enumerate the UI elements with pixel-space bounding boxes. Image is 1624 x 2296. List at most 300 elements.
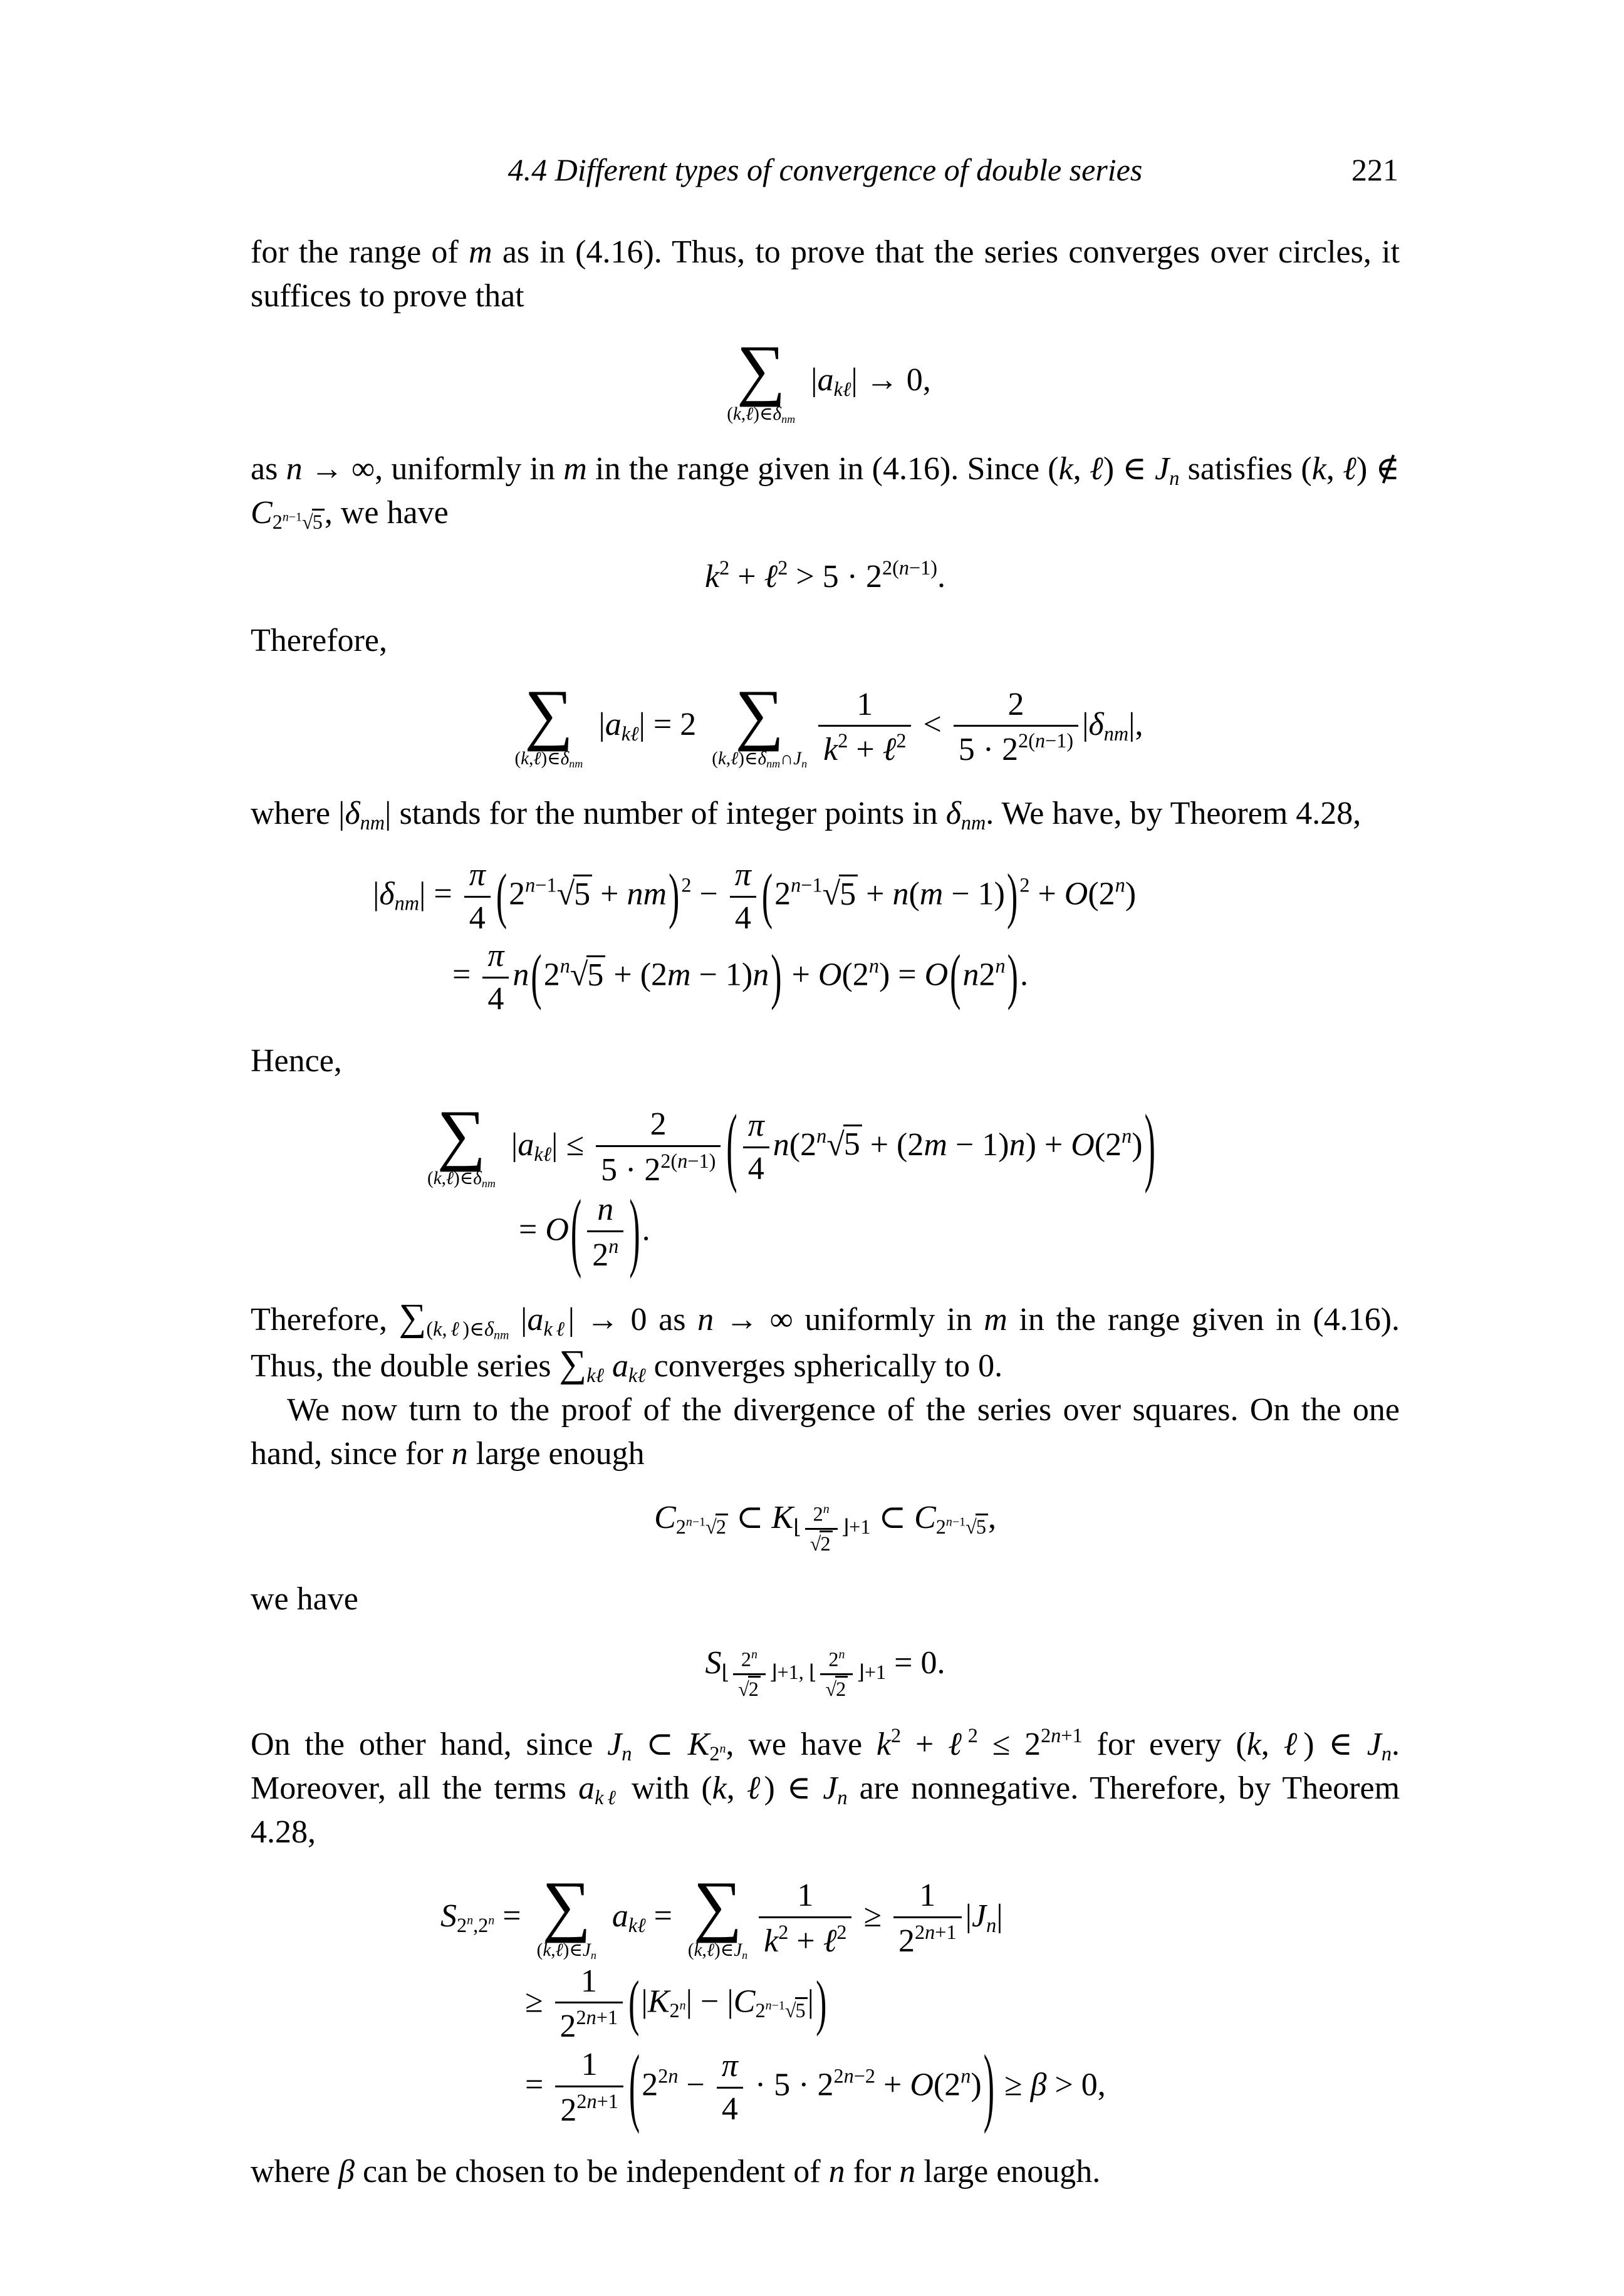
text-run: +: [783, 957, 818, 993]
text-run: 2: [272, 510, 283, 533]
radicand: [976, 1514, 988, 1538]
text-run: (: [908, 876, 920, 912]
math-fraction: [555, 1965, 623, 2044]
text-run: |: [1082, 707, 1089, 743]
math-fraction: [587, 1193, 623, 1272]
math-subscript: [670, 1999, 686, 2022]
math-sqrt: [823, 875, 858, 912]
paragraph-6: [251, 1296, 1400, 1388]
text-run: ): [1132, 1126, 1143, 1163]
text-run: δ: [945, 796, 961, 832]
text-run: 2(: [1018, 729, 1035, 752]
text-run: k: [543, 1940, 551, 1960]
radical-sign: √: [556, 876, 574, 912]
text-run: | − |: [685, 1983, 734, 2020]
text-run: ) +: [1025, 1126, 1071, 1163]
fraction-numerator: [792, 1879, 818, 1916]
text-run: −1): [687, 1149, 716, 1172]
radicand: [820, 1530, 832, 1555]
text-run: 2: [719, 556, 730, 579]
text-run: n: [1009, 1126, 1026, 1163]
text-run: (2: [933, 2067, 961, 2103]
text-run: C: [654, 1499, 676, 1535]
sum-limits: [712, 750, 807, 769]
text-run: 5: [312, 510, 323, 533]
fraction-denominator: [820, 1673, 853, 1700]
text-run: )∈: [462, 1317, 484, 1340]
text-run: 2: [675, 1515, 686, 1538]
sum-limits: [537, 1941, 596, 1961]
text-run: [604, 1898, 612, 1934]
math-sqrt: [785, 1997, 808, 2022]
text-run: 5: [976, 1515, 986, 1538]
math-superscript: [838, 1648, 845, 1661]
text-run: n: [451, 1435, 468, 1472]
paragraph-3: [251, 619, 1400, 663]
math-fraction: [759, 1879, 851, 1958]
math-subscript: [586, 1364, 604, 1386]
text-run: n: [868, 954, 879, 977]
text-run: Therefore,: [251, 1301, 399, 1338]
text-run: +: [1029, 876, 1064, 912]
text-run: ℓ: [1089, 450, 1103, 487]
text-run: k: [876, 1726, 892, 1762]
text-run: > 5 · 2: [788, 558, 882, 595]
math-subscript: [709, 1742, 726, 1765]
text-run: . Moreover, all the terms: [251, 1726, 1400, 1806]
text-run: ,: [1073, 450, 1090, 487]
text-run: 1: [797, 1878, 814, 1914]
text-run: 2: [838, 729, 848, 752]
text-run: are nonnegative. Therefore, by Theorem 4.28,: [251, 1770, 1400, 1850]
text-run: |: [502, 1126, 518, 1163]
fraction-denominator: [954, 725, 1078, 767]
text-run: J: [734, 1940, 742, 1960]
big-parenthesis: ): [816, 1970, 827, 2038]
text-run: 5: [840, 876, 856, 912]
fraction-denominator: [743, 1146, 769, 1187]
text-run: n: [899, 2154, 916, 2190]
math-fraction: [805, 1503, 838, 1555]
math-superscript: [467, 1913, 473, 1927]
text-run: (: [789, 1126, 801, 1163]
text-run: ≥: [855, 1898, 890, 1934]
math-superscript: [946, 1515, 966, 1529]
text-run: kℓ: [628, 1913, 646, 1936]
text-run: )∈: [563, 1940, 583, 1960]
text-run: ℓ: [746, 403, 754, 424]
text-run: (2: [1094, 1126, 1122, 1163]
section-title: 4.4 Different types of convergence of double series: [508, 152, 1143, 187]
text-run: 2: [898, 1923, 915, 1959]
math-subscript: [986, 1914, 996, 1936]
text-run: ) =: [878, 957, 925, 993]
math-subscript: [457, 1914, 494, 1936]
math-superscript: [1018, 729, 1073, 752]
text-run: S: [705, 1644, 722, 1681]
equation-4-line-1: [373, 858, 1400, 935]
text-run: ℓ: [764, 558, 778, 595]
text-run: δ: [1088, 707, 1104, 743]
math-subscript: [1169, 467, 1179, 489]
math-superscript: [1019, 874, 1029, 896]
math-superscript: [816, 1124, 826, 1146]
text-run: δ: [379, 876, 395, 912]
math-subscript: [622, 1742, 632, 1765]
text-run: we have: [251, 1581, 358, 1617]
text-run: k: [704, 558, 720, 595]
math-sum: [687, 1867, 748, 1961]
big-parenthesis: (: [496, 862, 508, 930]
text-run: )∈: [738, 749, 758, 769]
text-run: +: [592, 876, 627, 912]
text-run: n: [816, 1124, 827, 1147]
text-run: n: [679, 1999, 686, 2013]
sum-limits: [514, 750, 583, 769]
text-run: 2: [800, 1126, 817, 1163]
text-run: −1): [908, 556, 937, 579]
math-superscript: [1115, 874, 1125, 896]
text-run: 1: [856, 686, 873, 722]
math-fraction: [482, 939, 509, 1016]
text-run: n: [752, 957, 769, 993]
fraction-denominator: [587, 1230, 623, 1273]
text-run: Therefore,: [251, 623, 387, 659]
text-run: − 1): [943, 876, 1006, 912]
equation-8-line-1: [440, 1867, 1400, 1961]
equation-6-line: [251, 1499, 1400, 1555]
text-run: 2: [560, 2008, 576, 2045]
text-run: ⌊: [721, 1660, 730, 1683]
text-run: 5: [843, 1126, 860, 1163]
text-run: −1: [535, 873, 557, 896]
math-subscript: [676, 1515, 728, 1538]
text-run: −1: [771, 1999, 785, 2013]
math-subscript: [837, 1786, 847, 1809]
text-run: |: [641, 1983, 648, 2020]
math-superscript: [658, 2065, 678, 2087]
math-fraction: [820, 1648, 853, 1700]
text-run: 4: [734, 900, 751, 936]
math-subscript: [801, 757, 807, 770]
text-run: −2: [853, 2064, 876, 2087]
text-run: nm: [493, 1328, 509, 1343]
math-sqrt: [738, 1676, 761, 1700]
math-sqrt: [302, 509, 325, 533]
text-run: O: [1071, 1126, 1095, 1163]
text-run: ∑: [398, 1296, 427, 1339]
text-run: n: [525, 873, 536, 896]
text-run: 5 · 2: [958, 732, 1019, 768]
text-run: kℓ: [628, 1363, 646, 1386]
radical-sign: √: [738, 1678, 748, 1701]
text-run: J: [793, 749, 802, 769]
text-run: 2: [967, 1723, 978, 1747]
math-sum: [536, 1867, 596, 1961]
math-subscript: [482, 1177, 496, 1190]
text-run: n: [962, 957, 979, 993]
big-parenthesis: (: [570, 1183, 582, 1280]
equation-7: [251, 1644, 1400, 1700]
text-run: ⌋+1: [841, 1515, 871, 1538]
text-run: n: [586, 2089, 597, 2112]
text-run: n: [597, 1192, 614, 1228]
text-run: + (2: [605, 957, 668, 993]
fraction-numerator: [717, 2049, 743, 2087]
text-run: +1: [935, 1920, 957, 1943]
text-run: ⌊: [793, 1515, 801, 1538]
text-run: 2: [709, 1742, 720, 1765]
radical-sign: √: [705, 1515, 716, 1538]
paragraph-4: [251, 792, 1400, 836]
fraction-denominator: [555, 2002, 623, 2044]
paragraph-9: [251, 1723, 1400, 1854]
equation-8-line-3: [525, 2039, 1400, 2136]
text-run: δ: [345, 796, 360, 832]
text-run: ℓ: [1283, 1726, 1304, 1762]
math-superscript: [836, 1921, 846, 1943]
radicand: [573, 875, 592, 912]
text-run: (: [427, 1168, 434, 1189]
big-parenthesis: (: [950, 943, 961, 1012]
text-run: in the range given in (4.16). Since (: [586, 450, 1059, 487]
math-superscript: [719, 556, 729, 579]
text-run: > 0,: [1046, 2067, 1106, 2103]
text-run: n: [622, 1742, 632, 1765]
text-run: | → 0 as: [568, 1301, 698, 1338]
text-run: (: [514, 749, 521, 769]
text-run: m: [667, 957, 691, 993]
text-run: n: [945, 1515, 952, 1529]
text-run: K: [687, 1726, 710, 1762]
math-superscript: [778, 556, 788, 579]
text-run: +: [858, 876, 893, 912]
math-sqrt: [705, 1514, 728, 1538]
text-run: 2: [642, 2067, 658, 2103]
text-run: k: [1058, 450, 1073, 487]
math-superscript: [968, 1724, 978, 1747]
text-run: −1: [288, 510, 303, 524]
text-run: 2: [828, 1648, 839, 1671]
text-run: +1: [1061, 1723, 1083, 1747]
math-subscript: [595, 1786, 620, 1809]
equation-4: [251, 858, 1400, 1016]
text-run: J: [1155, 450, 1170, 487]
text-run: with (: [619, 1770, 712, 1806]
text-run: kℓ: [833, 377, 851, 400]
text-run: − 1): [690, 957, 753, 993]
text-run: 2: [592, 1237, 609, 1274]
text-run: ,: [726, 749, 731, 769]
text-run: n: [828, 2154, 845, 2190]
text-run: · 5 · 2: [746, 2067, 834, 2103]
text-run: 2: [560, 2092, 577, 2128]
text-run: + (2: [861, 1126, 924, 1163]
text-run: ℓ: [706, 1940, 714, 1960]
text-run: K: [771, 1499, 794, 1535]
text-run: |: [509, 1301, 528, 1338]
text-run: kℓ: [595, 1785, 620, 1809]
sum-limits: [427, 1170, 496, 1189]
fraction-numerator: [592, 1193, 618, 1230]
math-superscript: [1041, 1724, 1083, 1747]
text-run: k: [823, 732, 838, 768]
fraction-denominator: [596, 1145, 721, 1188]
text-run: 2: [576, 2089, 587, 2112]
paragraph-2: [251, 447, 1400, 535]
fraction-denominator: [717, 2087, 743, 2127]
text-run: ℓ: [823, 1923, 837, 1959]
text-run: n: [608, 1235, 619, 1258]
text-run: n: [823, 1502, 830, 1516]
text-run: 2: [836, 1678, 846, 1701]
text-run: 2: [681, 873, 692, 896]
sum-limits: [727, 405, 795, 425]
text-run: = 0.: [886, 1644, 945, 1681]
text-run: (: [536, 1940, 543, 1960]
text-run: n: [837, 1785, 848, 1809]
text-run: ℓ: [1343, 450, 1356, 487]
text-run: ⌊: [808, 1660, 817, 1683]
math-subscript: [395, 892, 419, 915]
math-superscript: [896, 729, 906, 752]
text-run: |: [965, 1898, 972, 1934]
radicand: [795, 1997, 808, 2022]
fraction-numerator: [851, 688, 878, 725]
math-superscript: [720, 1742, 726, 1756]
sum-limits: [688, 1941, 747, 1961]
text-run: as in (4.16). Thus, to prove that the series converges over circles, it suffices to prove that: [251, 234, 1400, 314]
text-run: a: [817, 361, 834, 398]
equation-2-line: [251, 558, 1400, 596]
math-superscript: [576, 2006, 618, 2028]
text-run: J: [582, 1940, 591, 1960]
text-run: (2: [841, 957, 869, 993]
text-run: π: [469, 857, 486, 893]
text-run: 5: [574, 876, 591, 912]
text-run: nm: [481, 1177, 496, 1190]
sum-operator: ∑: [524, 676, 573, 752]
text-run: m: [469, 234, 492, 270]
text-run: π: [721, 2048, 738, 2084]
text-run: <: [915, 707, 950, 743]
text-run: ,: [551, 1940, 556, 1960]
text-run: ≤ 2: [977, 1726, 1041, 1762]
equation-3-line: [251, 676, 1400, 771]
paragraph-1: [251, 231, 1400, 318]
radicand: [843, 1125, 862, 1162]
text-run: ∩: [780, 749, 794, 769]
text-run: π: [734, 857, 751, 893]
text-run: | → 0,: [851, 361, 931, 398]
text-run: n: [560, 954, 570, 977]
text-run: ,: [441, 1168, 446, 1189]
text-run: a: [605, 707, 622, 743]
text-run: On the other hand, since: [251, 1726, 608, 1762]
text-run: −: [691, 876, 726, 912]
text-run: J: [607, 1726, 622, 1762]
text-run: [604, 1348, 612, 1384]
math-subscript: [742, 1949, 747, 1961]
text-run: =: [645, 1898, 680, 1934]
text-run: 1: [580, 1963, 597, 1999]
text-run: ): [1125, 876, 1137, 912]
math-fraction: [730, 858, 756, 935]
fraction-numerator: [914, 1879, 940, 1916]
math-sqrt: [557, 875, 593, 912]
math-subscript: [936, 1515, 988, 1538]
text-run: 2: [778, 556, 788, 579]
math-superscript: [560, 955, 570, 977]
text-run: , we have: [726, 1726, 877, 1762]
fraction-denominator: [733, 1673, 766, 1700]
text-run: O: [545, 1212, 569, 1248]
big-parenthesis: (: [628, 2039, 640, 2136]
text-run: 2: [543, 957, 560, 993]
math-fraction: [717, 2049, 743, 2126]
text-run: | ≤: [551, 1126, 592, 1163]
text-run: n: [586, 2006, 596, 2029]
math-subscript: [755, 1999, 807, 2022]
math-fraction: [733, 1648, 766, 1700]
text-run: n: [892, 876, 909, 912]
text-run: O: [924, 957, 949, 993]
text-run: ℓ: [731, 749, 739, 769]
text-run: n: [677, 1149, 688, 1172]
text-run: n: [1381, 1742, 1392, 1765]
text-run: k: [732, 403, 741, 424]
text-run: converges spherically to 0.: [645, 1348, 1003, 1384]
text-run: n: [1034, 729, 1046, 752]
text-run: − 1): [947, 1126, 1009, 1163]
math-superscript: [766, 1999, 785, 2013]
text-run: k: [694, 1940, 702, 1960]
text-run: n: [801, 757, 808, 771]
text-run: We now turn to the proof of the divergence of the series over squares. On the one hand, since for: [251, 1391, 1400, 1472]
text-run: m: [984, 1301, 1007, 1338]
math-superscript: [833, 2065, 875, 2087]
text-run: ) ∈: [1303, 1726, 1367, 1762]
text-run: ,: [702, 1940, 707, 1960]
text-run: 2: [755, 1999, 766, 2022]
math-subscript: [591, 1949, 596, 1961]
text-run: δ: [757, 749, 767, 769]
text-run: n: [1051, 1723, 1061, 1747]
math-subscript: [628, 1364, 646, 1386]
math-sqrt: [826, 1125, 862, 1162]
fraction-numerator: [1002, 688, 1029, 725]
text-run: → ∞, uniformly in: [302, 450, 564, 487]
text-run: 2(: [882, 556, 899, 579]
text-run: +: [875, 2067, 910, 2103]
text-run: 5 · 2: [601, 1151, 661, 1188]
radicand: [835, 1676, 848, 1700]
radicand: [586, 955, 605, 993]
text-run: n: [742, 1948, 748, 1961]
text-run: 2: [457, 1913, 467, 1936]
text-run: large enough.: [915, 2154, 1101, 2190]
math-fraction: [464, 858, 491, 935]
text-run: ): [971, 2067, 982, 2103]
text-run: |: [996, 1898, 1003, 1934]
text-run: )∈: [541, 749, 561, 769]
text-run: J: [1366, 1726, 1382, 1762]
text-run: ,: [1326, 450, 1343, 487]
text-run: −1): [1045, 729, 1074, 752]
text-run: δ: [484, 1317, 494, 1340]
text-run: 1: [919, 1878, 936, 1914]
fraction-numerator: [808, 1503, 835, 1528]
